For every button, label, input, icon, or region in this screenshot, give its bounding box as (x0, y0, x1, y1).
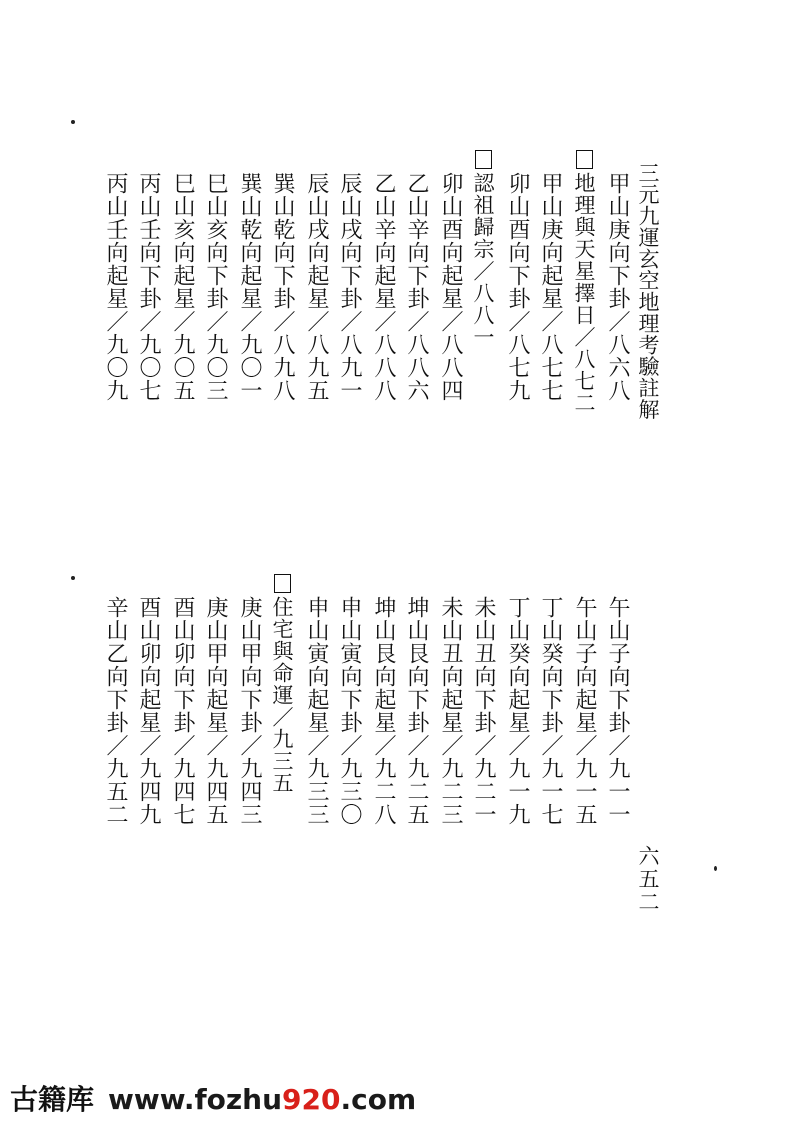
toc-section-heading (269, 574, 295, 794)
toc-entry (102, 596, 128, 826)
site-name: 古籍库 (10, 1083, 95, 1116)
speck (71, 120, 75, 124)
toc-entry-text: 辛山乙向下卦／九五二 (103, 596, 128, 826)
toc-entry-text: 乙山辛向起星／八八八 (371, 172, 396, 402)
toc-entry-text: 卯山酉向下卦／八七九 (505, 172, 530, 402)
toc-entry-text: 酉山卯向下卦／九四七 (170, 596, 195, 826)
toc-entry-text: 丙山壬向下卦／九〇七 (136, 172, 161, 402)
toc-entry (604, 596, 630, 826)
toc-entry (303, 172, 329, 402)
toc-entry-text: 坤山艮向下卦／九二五 (404, 596, 429, 826)
toc-entry (537, 596, 563, 826)
toc-entry (504, 172, 530, 402)
toc-section-heading (571, 150, 597, 414)
toc-entry-text: 卯山酉向起星／八八四 (438, 172, 463, 402)
toc-entry-text: 巽山乾向起星／九〇一 (237, 172, 262, 402)
speck (714, 866, 717, 871)
site-url-suffix: .com (340, 1083, 417, 1116)
toc-entry (102, 172, 128, 402)
section-box-marker (475, 150, 492, 169)
toc-entry-text: 巳山亥向下卦／九〇三 (203, 172, 228, 402)
toc-entry (135, 596, 161, 826)
toc-entry (470, 596, 496, 826)
toc-entry-text: 丁山癸向起星／九一九 (505, 596, 530, 826)
toc-entry-text: 丁山癸向下卦／九一七 (538, 596, 563, 826)
toc-entry-text: 申山寅向起星／九三三 (304, 596, 329, 826)
toc-entry-text: 午山子向下卦／九一一 (605, 596, 630, 826)
toc-entry-text: 巽山乾向下卦／八九八 (270, 172, 295, 402)
book-title: 三元九運玄空地理考驗註解 (636, 162, 660, 420)
toc-entry-text: 丙山壬向起星／九〇九 (103, 172, 128, 402)
toc-entry (437, 172, 463, 402)
site-url-number: 920 (282, 1083, 341, 1116)
toc-entry-text: 甲山庚向起星／八七七 (538, 172, 563, 402)
toc-entry-text: 庚山甲向下卦／九四三 (237, 596, 262, 826)
section-box-marker (274, 574, 291, 593)
toc-entry (135, 172, 161, 402)
toc-entry-text: 辰山戌向起星／八九五 (304, 172, 329, 402)
toc-entry (269, 172, 295, 402)
toc-entry-text: 乙山辛向下卦／八八六 (404, 172, 429, 402)
toc-entry-text: 坤山艮向起星／九二八 (371, 596, 396, 826)
toc-entry (370, 172, 396, 402)
speck (71, 576, 75, 580)
toc-section-heading (470, 150, 496, 348)
toc-entry (571, 596, 597, 826)
toc-entry-text: 庚山甲向起星／九四五 (203, 596, 228, 826)
toc-entry (336, 596, 362, 826)
section-box-marker (576, 150, 593, 169)
toc-entry (604, 172, 630, 402)
toc-entry (504, 596, 530, 826)
toc-entry-text: 認祖歸宗／八八一 (471, 172, 495, 348)
page-number: 六五二 (636, 845, 660, 914)
toc-entry (236, 172, 262, 402)
toc-entry (236, 596, 262, 826)
site-url-prefix: www.fozhu (108, 1083, 283, 1116)
toc-entry-text: 住宅與命運／九三五 (270, 596, 294, 794)
toc-entry (303, 596, 329, 826)
toc-entry-text: 辰山戌向下卦／八九一 (337, 172, 362, 402)
toc-entry-text: 甲山庚向下卦／八六八 (605, 172, 630, 402)
toc-entry-text: 酉山卯向起星／九四九 (136, 596, 161, 826)
toc-entry (403, 596, 429, 826)
watermark-footer (10, 1078, 416, 1118)
toc-entry (202, 596, 228, 826)
toc-entry (202, 172, 228, 402)
toc-entry-text: 地理與天星擇日／八七二 (572, 172, 596, 414)
toc-entry (169, 596, 195, 826)
toc-entry-text: 未山丑向起星／九二三 (438, 596, 463, 826)
toc-entry-text: 午山子向起星／九一五 (572, 596, 597, 826)
toc-entry-text: 未山丑向下卦／九二一 (471, 596, 496, 826)
toc-entry-text: 巳山亥向起星／九〇五 (170, 172, 195, 402)
toc-entry (403, 172, 429, 402)
toc-entry-text: 申山寅向下卦／九三〇 (337, 596, 362, 826)
toc-entry (537, 172, 563, 402)
toc-entry (169, 172, 195, 402)
toc-entry (437, 596, 463, 826)
toc-entry (370, 596, 396, 826)
toc-entry (336, 172, 362, 402)
